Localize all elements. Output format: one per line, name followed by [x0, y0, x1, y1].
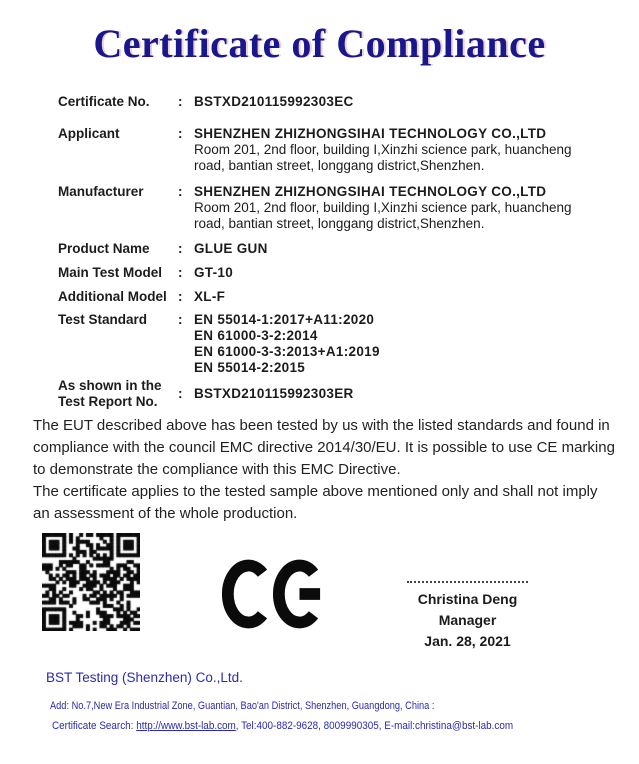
- compliance-statement: [33, 415, 618, 525]
- colon: :: [178, 312, 183, 327]
- row-certificate-no: [58, 94, 605, 110]
- qr-code-icon: [42, 533, 140, 631]
- statement-paragraph-2: The certificate applies to the tested sample above mentioned only and shall not imply an assessment of the whole production.: [33, 483, 598, 522]
- manufacturer-address-line2: road, bantian street, longgang district,Shenzhen.: [194, 216, 485, 231]
- certificate-no-value: BSTXD210115992303EC: [194, 94, 354, 109]
- main-test-model-value: GT-10: [194, 265, 234, 280]
- test-standard-label: Test Standard: [58, 312, 148, 327]
- colon: :: [178, 241, 183, 256]
- applicant-value: [194, 126, 605, 174]
- test-report-no-label: [58, 378, 178, 410]
- applicant-address-line2: road, bantian street, longgang district,Shenzhen.: [194, 158, 485, 173]
- certificate-no-label: Certificate No.: [58, 94, 150, 109]
- statement-paragraph-1: The EUT described above has been tested by us with the listed standards and found in compliance with the council EMC directive 2014/30/EU. It is possible to use CE marking to demonstrate the compliance with this EMC Directive.: [33, 417, 615, 478]
- footer-contact-line: [52, 720, 513, 732]
- row-manufacturer: [58, 184, 605, 232]
- row-test-report-no: [58, 378, 605, 410]
- manufacturer-value: [194, 184, 605, 232]
- footer-contact-rest: , Tel:400-882-9628, 8009990305, E-mail:christina@bst-lab.com: [235, 720, 514, 732]
- applicant-company-name: SHENZHEN ZHIZHONGSIHAI TECHNOLOGY CO.,LTD: [194, 126, 547, 141]
- test-standard-item: EN 55014-1:2017+A11:2020: [194, 312, 375, 327]
- main-test-model-label: Main Test Model: [58, 265, 163, 280]
- test-report-no-value: BSTXD210115992303ER: [194, 386, 354, 401]
- colon: :: [178, 184, 183, 199]
- product-name-label: Product Name: [58, 241, 150, 256]
- manufacturer-company-name: SHENZHEN ZHIZHONGSIHAI TECHNOLOGY CO.,LTD: [194, 184, 547, 199]
- additional-model-label: Additional Model: [58, 289, 167, 304]
- applicant-address-line1: Room 201, 2nd floor, building I,Xinzhi science park, huancheng: [194, 142, 572, 157]
- ce-mark-icon: [221, 559, 325, 629]
- page-title: Certificate of Compliance: [93, 21, 546, 66]
- test-standard-item: EN 61000-3-2:2014: [194, 328, 318, 343]
- applicant-label: Applicant: [58, 126, 120, 141]
- colon: :: [178, 126, 183, 141]
- test-report-no-label-line1: As shown in the: [58, 378, 162, 393]
- row-test-standard: [58, 312, 605, 376]
- footer-company-name: BST Testing (Shenzhen) Co.,Ltd.: [46, 670, 243, 685]
- manufacturer-label: Manufacturer: [58, 184, 144, 199]
- signature-date: Jan. 28, 2021: [424, 633, 511, 649]
- signature-block: [405, 581, 530, 652]
- signature-dotted-line: [407, 581, 528, 583]
- additional-model-value: XL-F: [194, 289, 226, 304]
- manufacturer-address-line1: Room 201, 2nd floor, building I,Xinzhi science park, huancheng: [194, 200, 572, 215]
- footer-address: Add: No.7,New Era Industrial Zone, Guantian, Bao'an District, Shenzhen, Guangdong, China :: [50, 700, 435, 712]
- certificate-search-link[interactable]: http://www.bst-lab.com: [136, 720, 236, 732]
- test-report-no-label-line2: Test Report No.: [58, 394, 158, 409]
- product-name-value: GLUE GUN: [194, 241, 268, 256]
- row-applicant: [58, 126, 605, 174]
- certificate-search-label: Certificate Search:: [52, 720, 137, 732]
- colon: :: [178, 265, 183, 280]
- test-standard-value: [194, 312, 605, 376]
- test-standard-item: EN 61000-3-3:2013+A1:2019: [194, 344, 380, 359]
- colon: :: [178, 94, 183, 109]
- colon: :: [178, 386, 183, 401]
- signatory-name: Christina Deng: [417, 591, 518, 607]
- colon: :: [178, 289, 183, 304]
- signatory-role: Manager: [438, 612, 497, 628]
- certificate-info-block: [58, 94, 605, 410]
- row-main-test-model: [58, 265, 605, 281]
- test-standard-item: EN 55014-2:2015: [194, 360, 306, 375]
- row-product-name: [58, 241, 605, 257]
- row-additional-model: [58, 289, 605, 305]
